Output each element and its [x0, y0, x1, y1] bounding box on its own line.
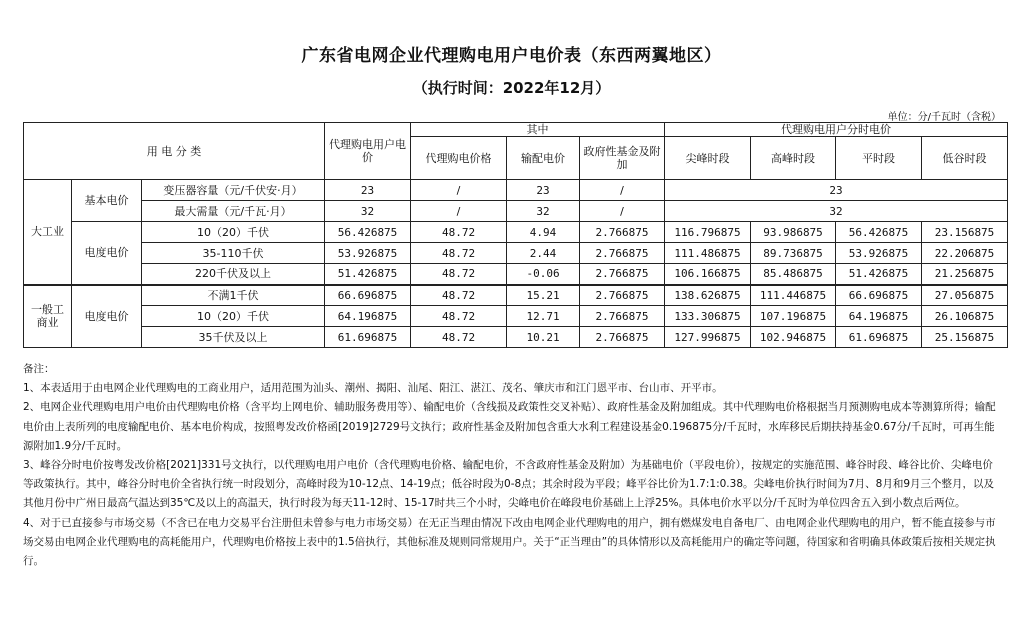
cell-price: 53.926875 [325, 243, 411, 264]
table-row [24, 222, 1008, 243]
row-label: 10（20）千伏 [142, 222, 325, 243]
price-table [23, 122, 1008, 348]
cell-valley: 26.106875 [922, 306, 1008, 327]
cell-valley: 23.156875 [922, 222, 1008, 243]
cell-proxy: 48.72 [411, 306, 507, 327]
row-label: 变压器容量（元/千伏安·月） [142, 180, 325, 201]
cell-trans: 23 [507, 180, 580, 201]
table-row [24, 285, 1008, 306]
header-peak-sharp: 尖峰时段 [665, 137, 751, 180]
row-label: 最大需量（元/千瓦·月） [142, 201, 325, 222]
row-label: 35-110千伏 [142, 243, 325, 264]
subgroup-energy: 电度电价 [72, 285, 142, 348]
row-label: 不满1千伏 [142, 285, 325, 306]
group-large-industry: 大工业 [24, 180, 72, 285]
page-title: 广东省电网企业代理购电用户电价表（东西两翼地区） [301, 46, 722, 66]
cell-valley: 21.256875 [922, 264, 1008, 285]
cell-price: 64.196875 [325, 306, 411, 327]
cell-peak: 89.736875 [751, 243, 836, 264]
cell-fund: 2.766875 [580, 264, 665, 285]
table-row [24, 264, 1008, 285]
cell-peak-sharp: 106.166875 [665, 264, 751, 285]
cell-proxy: 48.72 [411, 285, 507, 306]
cell-fund: 2.766875 [580, 327, 665, 348]
subgroup-energy: 电度电价 [72, 222, 142, 285]
note-4: 4、对于已直接参与市场交易（不含已在电力交易平台注册但未曾参与电力市场交易）在无正当理由情况下改由电网企业代理购电的用户，拥有燃煤发电自备电厂、由电网企业代理购电的用户，暂不能直接参与市场交易由电网企业代理购电的高耗能用户，代理购电价格按上表中的1.5倍执行，其他标准及规则同常规用户。关于“正当理由”的具体情形以及高耗能用户的确定等问题，待国家和省明确具体政策后按相关规定执行。 [23, 516, 996, 568]
cell-fund: 2.766875 [580, 306, 665, 327]
cell-peak: 107.196875 [751, 306, 836, 327]
cell-price: 51.426875 [325, 264, 411, 285]
header-valley: 低谷时段 [922, 137, 1008, 180]
header-of-which: 其中 [411, 123, 665, 137]
cell-flat: 51.426875 [836, 264, 922, 285]
cell-valley: 25.156875 [922, 327, 1008, 348]
table-row [24, 327, 1008, 348]
cell-trans: 2.44 [507, 243, 580, 264]
cell-fund: 2.766875 [580, 222, 665, 243]
table-row [24, 201, 1008, 222]
cell-fund: 2.766875 [580, 285, 665, 306]
cell-flat: 56.426875 [836, 222, 922, 243]
cell-trans: 32 [507, 201, 580, 222]
cell-price: 56.426875 [325, 222, 411, 243]
cell-peak-sharp: 116.796875 [665, 222, 751, 243]
cell-proxy: 48.72 [411, 243, 507, 264]
cell-flat: 61.696875 [836, 327, 922, 348]
subgroup-basic: 基本电价 [72, 180, 142, 222]
table-row [24, 306, 1008, 327]
header-peak: 高峰时段 [751, 137, 836, 180]
cell-valley: 22.206875 [922, 243, 1008, 264]
cell-proxy: / [411, 201, 507, 222]
cell-peak: 111.446875 [751, 285, 836, 306]
cell-peak: 93.986875 [751, 222, 836, 243]
cell-flat: 64.196875 [836, 306, 922, 327]
cell-price: 61.696875 [325, 327, 411, 348]
note-1: 1、本表适用于由电网企业代理购电的工商业用户，适用范围为汕头、潮州、揭阳、汕尾、阳江、湛江、茂名、肇庆市和江门恩平市、台山市、开平市。 [23, 382, 723, 395]
cell-proxy: 48.72 [411, 222, 507, 243]
cell-price: 23 [325, 180, 411, 201]
cell-tou-merged: 32 [665, 201, 1008, 222]
row-label: 35千伏及以上 [142, 327, 325, 348]
cell-proxy: / [411, 180, 507, 201]
cell-price: 32 [325, 201, 411, 222]
header-agency-price: 代理购电用户电价 [325, 123, 411, 180]
cell-flat: 66.696875 [836, 285, 922, 306]
header-tou: 代理购电用户分时电价 [665, 123, 1008, 137]
cell-flat: 53.926875 [836, 243, 922, 264]
cell-peak-sharp: 111.486875 [665, 243, 751, 264]
header-fund: 政府性基金及附加 [580, 137, 665, 180]
cell-trans: 4.94 [507, 222, 580, 243]
cell-trans: -0.06 [507, 264, 580, 285]
unit-label: 单位：分/千瓦时（含税） [887, 112, 1001, 123]
header-transmission: 输配电价 [507, 137, 580, 180]
header-flat: 平时段 [836, 137, 922, 180]
notes-heading: 备注： [23, 363, 55, 375]
table-row [24, 180, 1008, 201]
cell-fund: / [580, 201, 665, 222]
note-3: 3、峰谷分时电价按粤发改价格[2021]331号文执行，以代理购电用户电价（含代理购电价格、输配电价，不含政府性基金及附加）为基础电价（平段电价），按规定的实施范围、峰谷时段、峰谷比价、尖峰电价等政策执行。其中，峰谷分时电价全省执行统一时段划分，高峰时段为10-12点、14-19点；低谷时段为0-8点；其余时段为平段；峰平谷比价为1.7:1:0.38。尖峰电价执行时间为7月、8月和9月三个整月，以及其他月份中广州日最高气温达到35℃及以上的高温天，执行时段为每天11-12时、15-17时共三个小时，尖峰电价在峰段电价基础上上浮25%。具体电价水平以分/千瓦时为单位四舍五入到小数点后两位。 [23, 459, 995, 510]
cell-trans: 10.21 [507, 327, 580, 348]
note-2: 2、电网企业代理购电用户电价由代理购电价格（含平均上网电价、辅助服务费用等）、输配电价（含线损及政策性交叉补贴）、政府性基金及附加组成。其中代理购电价格根据当月预测购电成本等测算所得；输配电价由上表所列的电度输配电价、基本电价构成，按照粤发改价格函[2019]2729号文执行；政府性基金及附加包含重大水利工程建设基金0.196875分/千瓦时，水库移民后期扶持基金0.67分/千瓦时，可再生能源附加1.9分/千瓦时。 [23, 401, 996, 452]
notes-section [23, 360, 1003, 571]
cell-peak: 85.486875 [751, 264, 836, 285]
cell-peak: 102.946875 [751, 327, 836, 348]
cell-peak-sharp: 133.306875 [665, 306, 751, 327]
cell-trans: 15.21 [507, 285, 580, 306]
row-label: 10（20）千伏 [142, 306, 325, 327]
header-proxy-price: 代理购电价格 [411, 137, 507, 180]
cell-fund: 2.766875 [580, 243, 665, 264]
cell-proxy: 48.72 [411, 327, 507, 348]
cell-proxy: 48.72 [411, 264, 507, 285]
group-general: 一般工商业 [24, 285, 72, 348]
cell-peak-sharp: 127.996875 [665, 327, 751, 348]
cell-price: 66.696875 [325, 285, 411, 306]
cell-peak-sharp: 138.626875 [665, 285, 751, 306]
row-label: 220千伏及以上 [142, 264, 325, 285]
header-category: 用 电 分 类 [24, 123, 325, 180]
table-row [24, 243, 1008, 264]
cell-trans: 12.71 [507, 306, 580, 327]
cell-tou-merged: 23 [665, 180, 1008, 201]
page-subtitle: （执行时间：2022年12月） [412, 79, 611, 97]
cell-valley: 27.056875 [922, 285, 1008, 306]
cell-fund: / [580, 180, 665, 201]
